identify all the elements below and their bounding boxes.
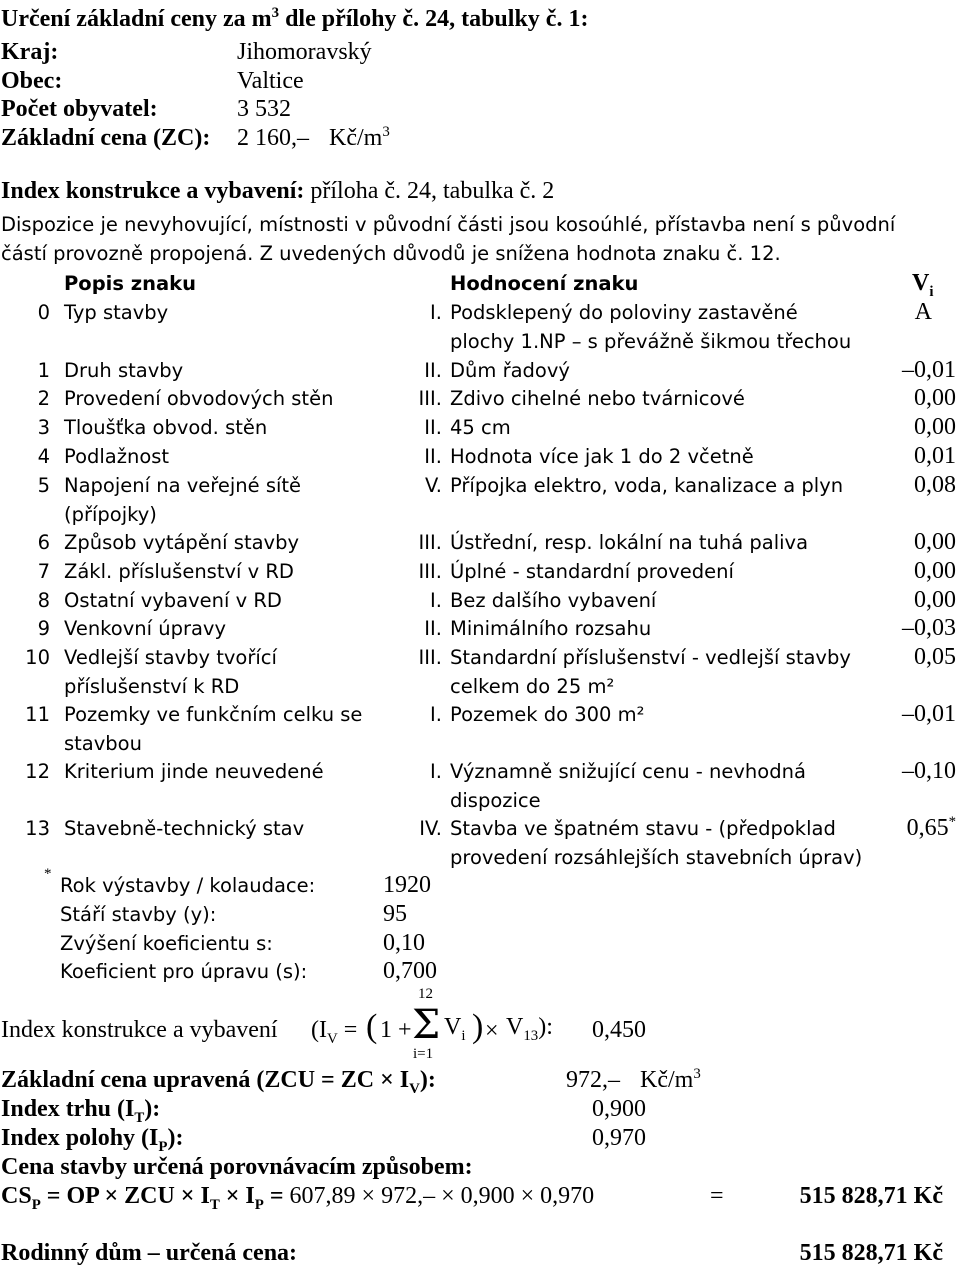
row-number: 11 xyxy=(25,703,50,726)
base-price-unit xyxy=(329,125,390,152)
base-price-value: 2 160,– xyxy=(237,125,309,151)
row-value xyxy=(840,815,956,842)
times-icon: × xyxy=(485,1018,499,1044)
table-header-hodnoceni: Hodnocení znaku xyxy=(450,272,639,295)
index-trhu-text: Index trhu (I xyxy=(1,1096,135,1122)
row-number: 6 xyxy=(37,531,50,554)
row-desc: Hodnota více jak 1 do 2 včetně xyxy=(450,445,754,468)
formula-open-paren: ( xyxy=(366,1008,378,1045)
row-desc: Podsklepený do poloviny zastavěné xyxy=(450,301,798,324)
row-grade: IV. xyxy=(419,817,442,840)
formula-sum-upper: 12 xyxy=(418,986,433,1002)
sum-icon: Σ xyxy=(412,1002,441,1048)
index-polohy-value: 0,970 xyxy=(592,1125,646,1151)
formula-v13: $V_{13}$): xyxy=(506,1014,553,1044)
age-label-zvyseni: Zvýšení koeficientu s: xyxy=(60,932,273,955)
row-number: 1 xyxy=(37,359,50,382)
row-number: 2 xyxy=(37,387,50,410)
cs-equals: = xyxy=(710,1183,724,1209)
base-price-unit-text: Kč/m xyxy=(329,125,383,151)
row-desc: Úplné - standardní provedení xyxy=(450,560,734,583)
row-value: 0,00 xyxy=(914,587,956,613)
row-name: Kriterium jinde neuvedené xyxy=(64,760,324,783)
row-name: Vedlejší stavby tvořící xyxy=(64,646,277,669)
row-grade: III. xyxy=(418,646,442,669)
row-name: Tloušťka obvod. stěn xyxy=(64,416,268,439)
index-line-label: Index konstrukce a vybavení: xyxy=(1,178,305,204)
formula-sum-lower: i=1 xyxy=(413,1046,434,1062)
table-header-popis: Popis znaku xyxy=(64,272,196,295)
row-desc-line2: provedení rozsáhlejších stavebních úprav) xyxy=(450,846,863,869)
index-trhu-sub: T xyxy=(134,1109,145,1126)
row-value: 0,08 xyxy=(914,472,956,498)
row-number: 7 xyxy=(37,560,50,583)
row-desc-line2: celkem do 25 m² xyxy=(450,675,615,698)
row-number: 3 xyxy=(37,416,50,439)
row-value: 0,00 xyxy=(914,385,956,411)
row-desc: Bez dalšího vybavení xyxy=(450,589,657,612)
row-grade: V. xyxy=(424,474,442,497)
row-name-line2: stavbou xyxy=(64,732,142,755)
index-line-value: příloha č. 24, tabulka č. 2 xyxy=(310,178,555,204)
row-desc: Pozemek do 300 m² xyxy=(450,703,645,726)
row-desc: Minimálního rozsahu xyxy=(450,617,652,640)
page-title xyxy=(1,6,588,33)
row-grade: III. xyxy=(418,531,442,554)
info-value-obec: Valtice xyxy=(237,68,304,94)
info-label-obec: Obec: xyxy=(1,68,63,94)
cs-formula xyxy=(1,1183,595,1213)
row-name-line2: (přípojky) xyxy=(64,503,157,526)
zcu-unit xyxy=(640,1067,701,1094)
table-header-v-text: V xyxy=(912,270,930,296)
age-value-zvyseni: 0,10 xyxy=(383,930,425,956)
row-name: Podlažnost xyxy=(64,445,170,468)
row-name: Typ stavby xyxy=(64,301,169,324)
row-value: –0,10 xyxy=(902,758,956,784)
formula-value: 0,450 xyxy=(592,1017,646,1043)
zcu-unit-sup: 3 xyxy=(693,1066,701,1082)
row-number: 0 xyxy=(37,301,50,324)
row-number: 5 xyxy=(37,474,50,497)
info-value-kraj: Jihomoravský xyxy=(237,39,372,65)
note-line-1: Dispozice je nevyhovující, místnosti v původní části jsou kosoúhlé, přístavba není s původní xyxy=(1,213,896,236)
zcu-label xyxy=(1,1067,436,1097)
row-value: 0,01 xyxy=(914,443,956,469)
row-grade: I. xyxy=(430,760,442,783)
formula-label: Index konstrukce a vybavení xyxy=(1,1017,278,1043)
row-desc: Stavba ve špatném stavu - (předpoklad xyxy=(450,817,836,840)
row-name: Ostatní vybavení v RD xyxy=(64,589,282,612)
row-number: 4 xyxy=(37,445,50,468)
row-value-sup: * xyxy=(948,814,956,830)
zcu-label-end: ): xyxy=(419,1067,436,1093)
final-price-label: Rodinný dům – určená cena: xyxy=(1,1240,298,1266)
row-grade: II. xyxy=(424,359,442,382)
row-value: 0,00 xyxy=(914,529,956,555)
index-polohy-sub: P xyxy=(158,1138,168,1155)
row-desc-line2: dispozice xyxy=(450,789,541,812)
row-value-text: 0,65 xyxy=(906,815,949,841)
row-number: 9 xyxy=(37,617,50,640)
row-name-line2: příslušenství k RD xyxy=(64,675,240,698)
note-line-2: částí provozně propojená. Z uvedených důvodů je snížena hodnota znaku č. 12. xyxy=(1,242,781,265)
info-label-pocet: Počet obyvatel: xyxy=(1,96,158,122)
index-trhu-end: ): xyxy=(144,1096,161,1122)
row-number: 13 xyxy=(25,817,50,840)
formula-close-paren: ) xyxy=(472,1008,484,1045)
index-polohy-end: ): xyxy=(167,1125,184,1151)
row-grade: I. xyxy=(430,589,442,612)
title-suffix: dle přílohy č. 24, tabulky č. 1: xyxy=(279,6,589,32)
index-line xyxy=(1,178,554,205)
row-desc: Zdivo cihelné nebo tvárnicové xyxy=(450,387,745,410)
row-name: Napojení na veřejné sítě xyxy=(64,474,302,497)
row-name: Provedení obvodových stěn xyxy=(64,387,334,410)
row-name: Venkovní úpravy xyxy=(64,617,227,640)
title-sup: 3 xyxy=(271,5,280,21)
row-grade: III. xyxy=(418,560,442,583)
row-value: –0,03 xyxy=(902,615,956,641)
age-label-koeficient: Koeficient pro úpravu (s): xyxy=(60,960,308,983)
title-prefix: Určení základní ceny za m xyxy=(1,6,272,32)
info-label-kraj: Kraj: xyxy=(1,39,59,65)
table-header-v xyxy=(912,270,934,300)
row-desc: Dům řadový xyxy=(450,359,570,382)
row-name: Stavebně-technický stav xyxy=(64,817,305,840)
row-value: A xyxy=(914,299,932,325)
row-value: 0,00 xyxy=(914,558,956,584)
age-value-stari: 95 xyxy=(383,901,407,927)
row-number: 10 xyxy=(25,646,50,669)
zcu-unit-text: Kč/m xyxy=(640,1067,694,1093)
row-name: Způsob vytápění stavby xyxy=(64,531,299,554)
age-value-koeficient: 0,700 xyxy=(383,958,437,984)
row-desc: Přípojka elektro, voda, kanalizace a plyn xyxy=(450,474,844,497)
row-grade: I. xyxy=(430,703,442,726)
row-grade: II. xyxy=(424,617,442,640)
row-name: Pozemky ve funkčním celku se xyxy=(64,703,363,726)
index-polohy-label xyxy=(1,1125,184,1155)
row-value: –0,01 xyxy=(902,701,956,727)
row-desc: 45 cm xyxy=(450,416,511,439)
row-number: 8 xyxy=(37,589,50,612)
cs-formula-terms: $CS_P$ = OP × ZCU × $I_T \times I_P$ = xyxy=(1,1183,284,1213)
age-label-rok: Rok výstavby / kolaudace: xyxy=(60,874,316,897)
row-grade: II. xyxy=(424,416,442,439)
row-value: 0,00 xyxy=(914,414,956,440)
index-trhu-value: 0,900 xyxy=(592,1096,646,1122)
age-footnote-star: * xyxy=(44,866,52,882)
cs-total: 515 828,71 Kč xyxy=(799,1183,943,1209)
row-desc-line2: plochy 1.NP – s převážně šikmou třechou xyxy=(450,330,852,353)
zcu-label-text: Základní cena upravená (ZCU = ZC × I xyxy=(1,1067,410,1093)
formula-iv: ($I_V$ = xyxy=(311,1017,358,1047)
zcu-value: 972,– xyxy=(566,1067,620,1093)
formula-vi: $V_i$ xyxy=(444,1014,466,1044)
age-label-stari: Stáří stavby (y): xyxy=(60,903,217,926)
base-price-unit-sup: 3 xyxy=(382,124,390,140)
age-value-rok: 1920 xyxy=(383,872,431,898)
row-value: –0,01 xyxy=(902,357,956,383)
final-price-total: 515 828,71 Kč xyxy=(799,1240,943,1266)
cs-formula-values: 607,89 × 972,– × 0,900 × 0,970 xyxy=(289,1183,595,1209)
row-name: Druh stavby xyxy=(64,359,184,382)
info-value-pocet: 3 532 xyxy=(237,96,291,122)
row-number: 12 xyxy=(25,760,50,783)
row-desc: Standardní příslušenství - vedlejší stavby xyxy=(450,646,851,669)
index-trhu-label xyxy=(1,1096,161,1126)
row-grade: III. xyxy=(418,387,442,410)
row-desc: Ústřední, resp. lokální na tuhá paliva xyxy=(450,531,809,554)
row-value: 0,05 xyxy=(914,644,956,670)
zcu-label-sub: V xyxy=(409,1080,420,1097)
row-grade: II. xyxy=(424,445,442,468)
cena-stavby-label: Cena stavby určená porovnávacím způsobem: xyxy=(1,1154,473,1180)
index-polohy-text: Index polohy (I xyxy=(1,1125,159,1151)
row-name: Zákl. příslušenství v RD xyxy=(64,560,294,583)
formula-one-plus: 1 + xyxy=(380,1017,412,1043)
table-header-v-sub: i xyxy=(929,283,934,300)
row-desc: Významně snižující cenu - nevhodná xyxy=(450,760,806,783)
base-price-label: Základní cena (ZC): xyxy=(1,125,211,151)
row-grade: I. xyxy=(430,301,442,324)
